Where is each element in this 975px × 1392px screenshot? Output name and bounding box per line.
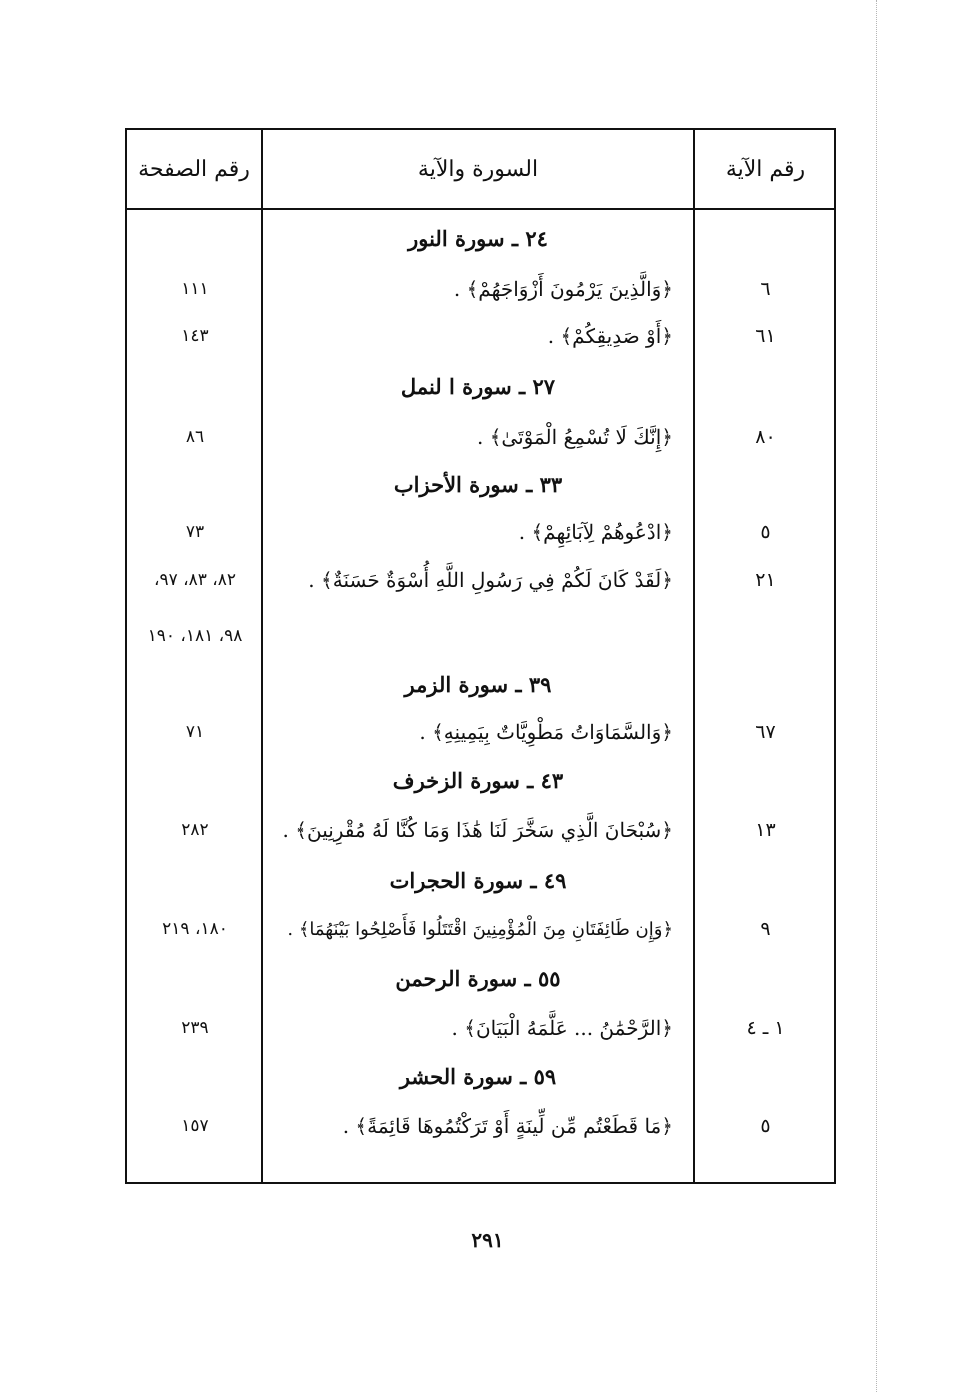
table-row (127, 708, 834, 756)
page-reference: ٧١ (185, 722, 205, 742)
surah-heading-row (127, 214, 834, 262)
ayah-text: ﴿لَقَدْ كَانَ لَكُمْ فِي رَسُولِ اللَّهِ أُسْوَةٌ حَسَنَةٌ﴾ . (308, 568, 673, 592)
page-reference: ٧٣ (185, 522, 205, 542)
header-ayah-number: رقم الآية (725, 156, 806, 182)
scan-edge-dotted-line (876, 0, 877, 1392)
page-reference: ٨٢، ٨٣، ٩٧، (153, 570, 237, 590)
ayah-text: ﴿وَالَّذِينَ يَرْمُونَ أَزْوَاجَهُمْ﴾ . (453, 277, 673, 301)
page-reference: ١٥٧ (181, 1116, 209, 1136)
page-reference: ١١١ (181, 279, 209, 299)
page-reference: ١٨٠، ٢١٩ (162, 919, 228, 939)
ayah-number: ٦٧ (755, 721, 776, 743)
table-row (127, 905, 834, 953)
table-row (127, 413, 834, 461)
ayah-number: ٥ (760, 1115, 771, 1137)
ayah-text: ﴿مَا قَطَعْتُم مِّن لِّينَةٍ أَوْ تَرَكْتُمُوهَا قَائِمَةً﴾ . (342, 1114, 673, 1138)
page-reference: ٢٨٢ (181, 820, 209, 840)
ayah-text: ﴿إِنَّكَ لَا تُسْمِعُ الْمَوْتَىٰ﴾ . (476, 425, 673, 449)
ayah-number: ١ ـ ٤ (746, 1017, 785, 1039)
surah-heading: ٤٩ ـ سورة الحجرات (389, 867, 567, 893)
surah-heading: ٣٣ ـ سورة الأحزاب (393, 471, 563, 497)
table-row (127, 1004, 834, 1052)
surah-heading: ٢٧ ـ سورة ا لنمل (400, 373, 556, 399)
page-reference: ٢٣٩ (181, 1018, 209, 1038)
surah-heading: ٢٤ ـ سورة النور (408, 225, 548, 251)
surah-heading: ٤٣ ـ سورة الزخرف (392, 767, 564, 793)
surah-heading: ٥٥ ـ سورة الرحمن (395, 965, 561, 991)
header-page-number: رقم الصفحة (138, 156, 250, 182)
table-row (127, 806, 834, 854)
ayah-text: ﴿وَالسَّمَاوَاتُ مَطْوِيَّاتٌ بِيَمِينِهِ﴾ . (419, 720, 673, 744)
surah-heading-row (127, 362, 834, 410)
header-surah-ayah: السورة والآية (417, 156, 539, 182)
ayah-number: ٩ (760, 918, 771, 940)
table-row (127, 1102, 834, 1150)
page-reference: ٨٦ (185, 427, 205, 447)
ayah-number: ٦١ (755, 325, 776, 347)
ayah-number: ٢١ (755, 569, 776, 591)
ayah-number: ١٣ (755, 819, 776, 841)
surah-heading-row (127, 460, 834, 508)
surah-heading-row (127, 756, 834, 804)
surah-heading-row (127, 954, 834, 1002)
ayah-number: ٨٠ (755, 426, 776, 448)
table-row (127, 508, 834, 556)
ayah-text: ﴿وَإِن طَائِفَتَانِ مِنَ الْمُؤْمِنِينَ اقْتَتَلُوا فَأَصْلِحُوا بَيْنَهُمَا﴾ . (287, 918, 673, 940)
ayah-text: ﴿الرَّحْمَٰنُ ... عَلَّمَهُ الْبَيَانَ﴾ . (451, 1016, 673, 1040)
surah-heading-row (127, 856, 834, 904)
page-reference: ٩٨، ١٨١، ١٩٠ (147, 626, 243, 646)
ayah-number: ٥ (760, 521, 771, 543)
table-row (127, 312, 834, 360)
ayah-text: ﴿ادْعُوهُمْ لِآبَائِهِمْ﴾ . (518, 520, 673, 544)
ayah-text: ﴿أَوْ صَدِيقِكُمْ﴾ . (547, 324, 673, 348)
table-row (127, 265, 834, 313)
table-row-continuation (127, 612, 834, 660)
page-reference: ١٤٣ (181, 326, 209, 346)
header-divider (127, 208, 834, 210)
page-number: ٢٩١ (471, 1228, 504, 1252)
ayah-number: ٦ (760, 278, 771, 300)
surah-heading: ٣٩ ـ سورة الزمر (404, 671, 552, 697)
index-table (125, 128, 836, 1184)
surah-heading: ٥٩ ـ سورة الحشر (399, 1063, 557, 1089)
surah-heading-row (127, 660, 834, 708)
table-row (127, 556, 834, 604)
ayah-text: ﴿سُبْحَانَ الَّذِي سَخَّرَ لَنَا هَٰذَا وَمَا كُنَّا لَهُ مُقْرِنِينَ﴾ . (282, 818, 673, 842)
surah-heading-row (127, 1052, 834, 1100)
